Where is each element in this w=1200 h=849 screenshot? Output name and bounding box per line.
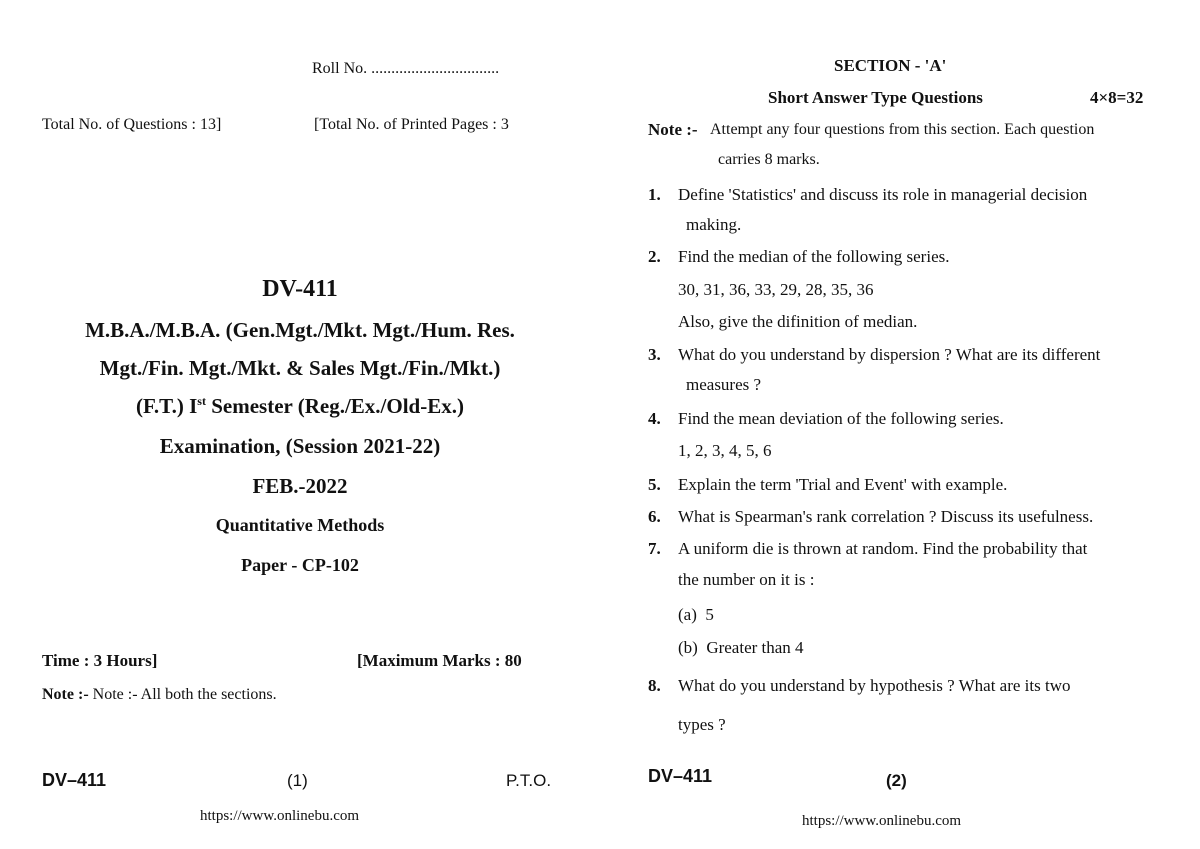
option-a-text: 5 (705, 605, 714, 624)
section-subtitle: Short Answer Type Questions (768, 88, 983, 107)
semester-prefix: (F.T.) I (136, 394, 198, 418)
question-1-line-1: Define 'Statistics' and discuss its role in managerial decision (678, 185, 1088, 204)
time-allowed: Time : 3 Hours] (42, 651, 158, 670)
section-note-label: Note :- (648, 120, 698, 139)
question-2-line-1: Find the median of the following series. (678, 247, 950, 266)
question-8-number: 8. (648, 676, 661, 695)
question-4-number: 4. (648, 409, 661, 428)
footer-url: https://www.onlinebu.com (802, 813, 962, 829)
question-1-line-2: making. (686, 215, 742, 234)
footer-code: DV–411 (42, 770, 107, 790)
question-7-option-a (678, 605, 714, 625)
option-b-text: Greater than 4 (706, 638, 804, 657)
question-2-line-3: Also, give the difinition of median. (678, 312, 918, 331)
paper-number: Paper - CP-102 (241, 555, 359, 575)
course-line-1: M.B.A./M.B.A. (Gen.Mgt./Mkt. Mgt./Hum. Res. (85, 318, 515, 342)
question-7-option-b (678, 638, 804, 658)
question-8-line-1: What do you understand by hypothesis ? What are its two (678, 676, 1071, 695)
total-printed-pages: [Total No. of Printed Pages : 3 (314, 116, 509, 133)
question-2-number: 2. (648, 247, 661, 266)
question-8-line-2: types ? (678, 715, 726, 734)
semester-suffix: Semester (Reg./Ex./Old-Ex.) (205, 394, 464, 418)
subject-name: Quantitative Methods (215, 515, 385, 535)
question-7-line-2: the number on it is : (678, 570, 815, 589)
exam-month: FEB.-2022 (252, 474, 348, 498)
question-3-line-2: measures ? (686, 375, 762, 394)
question-1-number: 1. (648, 185, 661, 204)
question-6-number: 6. (648, 507, 661, 526)
section-note-line-1: Attempt any four questions from this section. Each question (710, 121, 1095, 138)
semester-line (0, 394, 600, 419)
question-3-number: 3. (648, 345, 661, 364)
footer-code: DV–411 (648, 766, 713, 786)
page-number: (1) (287, 771, 308, 790)
maximum-marks: [Maximum Marks : 80 (357, 651, 522, 670)
roll-number-field: Roll No. ................................ (312, 60, 500, 77)
please-turn-over: P.T.O. (506, 771, 552, 790)
paper-code-title: DV-411 (262, 276, 338, 302)
total-questions: Total No. of Questions : 13] (42, 116, 222, 133)
question-6-line-1: What is Spearman's rank correlation ? Discuss its usefulness. (678, 507, 1094, 526)
option-b-label: (b) (678, 638, 698, 657)
page-number: (2) (886, 771, 907, 790)
question-5-number: 5. (648, 475, 661, 494)
question-2-line-2: 30, 31, 36, 33, 29, 28, 35, 36 (678, 280, 874, 299)
question-7-number: 7. (648, 539, 661, 558)
section-title: SECTION - 'A' (834, 56, 947, 75)
section-marks: 4×8=32 (1090, 88, 1144, 107)
semester-superscript: st (197, 394, 206, 408)
footer-url: https://www.onlinebu.com (200, 808, 360, 824)
section-note-line-2: carries 8 marks. (718, 151, 820, 168)
option-a-label: (a) (678, 605, 697, 624)
question-5-line-1: Explain the term 'Trial and Event' with example. (678, 475, 1008, 494)
question-4-line-2: 1, 2, 3, 4, 5, 6 (678, 441, 772, 460)
exam-page-2 (600, 0, 1200, 849)
question-4-line-1: Find the mean deviation of the following series. (678, 409, 1004, 428)
general-note-text: Note :- All both the sections. (92, 686, 277, 703)
course-line-2: Mgt./Fin. Mgt./Mkt. & Sales Mgt./Fin./Mkt.) (99, 356, 501, 380)
question-3-line-1: What do you understand by dispersion ? What are its different (678, 345, 1101, 364)
general-note: Note :- Note :- All both the sections. (42, 686, 277, 703)
question-7-line-1: A uniform die is thrown at random. Find the probability that (678, 539, 1088, 558)
examination-session: Examination, (Session 2021-22) (159, 434, 441, 458)
